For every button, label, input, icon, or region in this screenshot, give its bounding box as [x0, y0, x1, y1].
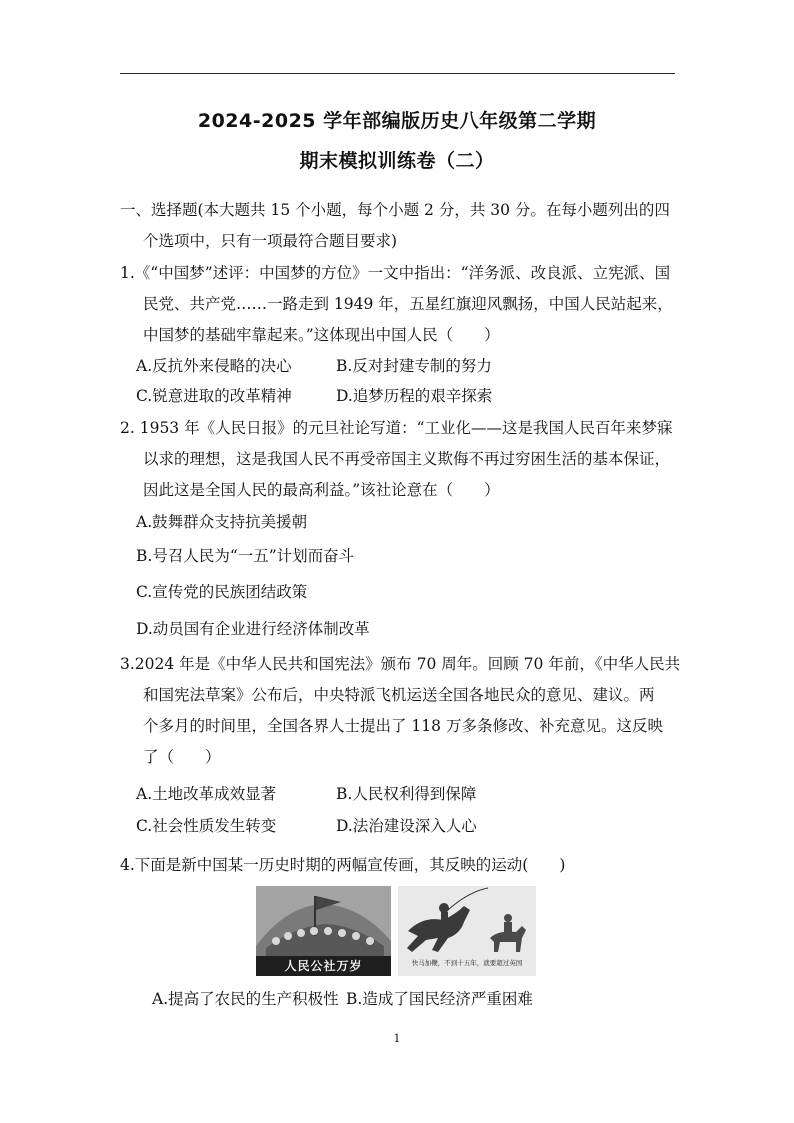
q1-stem-line1: 1.《“中国梦”述评：中国梦的方位》一文中指出：“洋务派、改良派、立宪派、国 — [120, 264, 671, 282]
q3-option-c[interactable]: C.社会性质发生转变 — [136, 817, 277, 835]
q4-option-a[interactable]: A.提高了农民的生产积极性 — [152, 990, 339, 1008]
q2-option-b[interactable]: B.号召人民为“一五”计划而奋斗 — [136, 547, 355, 565]
q3-stem-line2: 和国宪法草案》公布后，中央特派飞机运送全国各地民众的意见、建议。两 — [143, 686, 655, 704]
page-title: 2024-2025 学年部编版历史八年级第二学期 — [197, 110, 597, 132]
q3-stem-line4: 了（ ） — [143, 748, 221, 766]
q3-option-a[interactable]: A.土地改革成效显著 — [136, 785, 277, 803]
q3-stem-line1: 3.2024 年是《中华人民共和国宪法》颁布 70 周年。回顾 70 年前，《中华人民共 — [120, 655, 681, 673]
q4-option-b[interactable]: B.造成了国民经济严重困难 — [346, 990, 533, 1008]
q3-option-b[interactable]: B.人民权利得到保障 — [336, 785, 477, 803]
q1-stem-line3: 中国梦的基础牢靠起来。”这体现出中国人民（ ） — [143, 326, 500, 344]
poster-people-commune — [256, 886, 391, 976]
q1-option-d[interactable]: D.追梦历程的艰辛探索 — [336, 387, 493, 405]
q2-option-c[interactable]: C.宣传党的民族团结政策 — [136, 583, 308, 601]
poster-people-commune-caption: 人民公社万岁 — [284, 959, 363, 973]
q2-option-a[interactable]: A.鼓舞群众支持抗美援朝 — [136, 513, 308, 531]
q1-option-c[interactable]: C.锐意进取的改革精神 — [136, 387, 292, 405]
section-heading-cont: 个选项中，只有一项最符合题目要求) — [143, 232, 398, 250]
page-number: 1 — [393, 1032, 401, 1045]
q2-stem-line3: 因此这是全国人民的最高利益。”该社论意在（ ） — [143, 481, 500, 499]
q3-option-d[interactable]: D.法治建设深入人心 — [336, 817, 477, 835]
q4-stem-line1: 4.下面是新中国某一历史时期的两幅宣传画，其反映的运动( ) — [120, 856, 566, 874]
poster-galloping-horse-caption: 快马加鞭，不到十五年，就要超过英国 — [411, 959, 523, 967]
q2-stem-line1: 2. 1953 年《人民日报》的元旦社论写道：“工业化——这是我国人民百年来梦寐 — [120, 419, 673, 437]
q3-stem-line3: 个多月的时间里，全国各界人士提出了 118 万多条修改、补充意见。这反映 — [143, 717, 663, 735]
q1-option-a[interactable]: A.反抗外来侵略的决心 — [136, 357, 292, 375]
q2-option-d[interactable]: D.动员国有企业进行经济体制改革 — [136, 620, 370, 638]
q1-option-b[interactable]: B.反对封建专制的努力 — [336, 357, 492, 375]
q2-stem-line2: 以求的理想，这是我国人民不再受帝国主义欺侮不再过穷困生活的基本保证， — [143, 450, 671, 468]
poster-galloping-horse — [398, 886, 536, 976]
section-heading: 一、选择题(本大题共 15 个小题，每个小题 2 分，共 30 分。在每小题列出的四 — [120, 201, 670, 219]
q1-stem-line2: 民党、共产党……一路走到 1949 年，五星红旗迎风飘扬，中国人民站起来， — [143, 295, 673, 313]
page-subtitle: 期末模拟训练卷（二） — [299, 150, 495, 172]
top-rule — [120, 73, 675, 74]
